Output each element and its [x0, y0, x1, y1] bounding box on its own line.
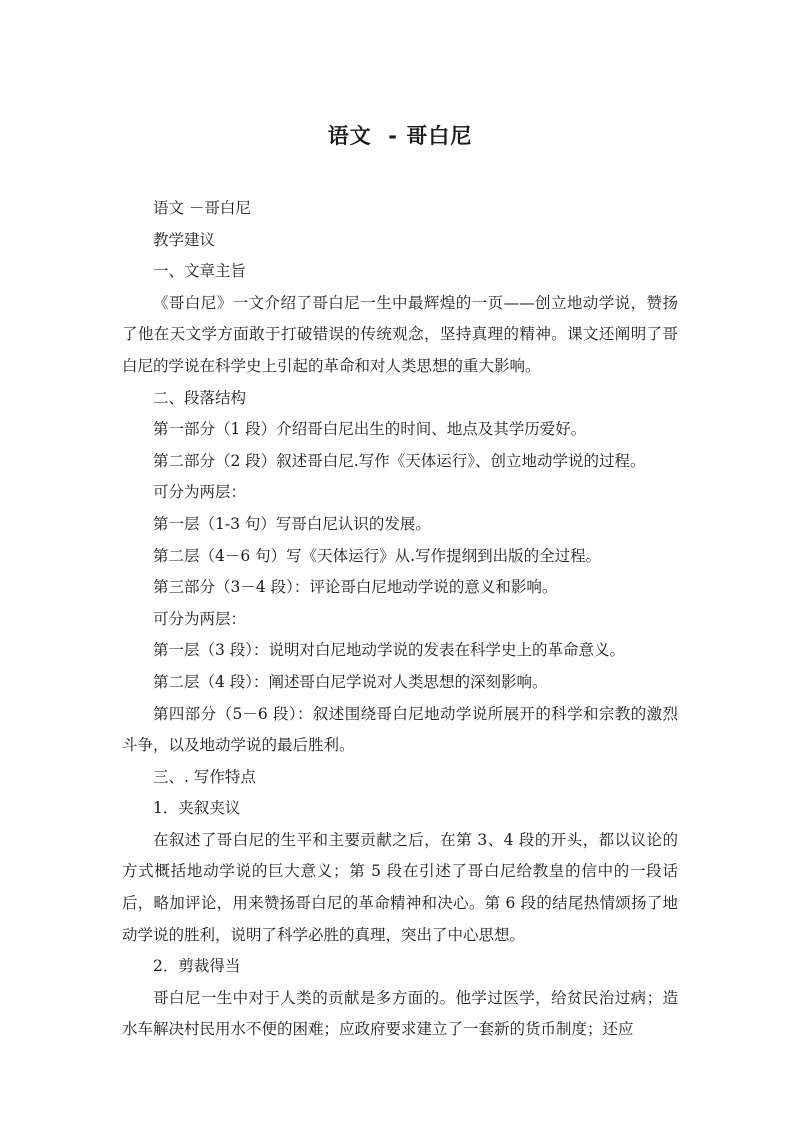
paragraph: 可分为两层： [153, 483, 247, 502]
paragraph: 第一层（3 段）：说明对白尼地动学说的发表在科学史上的革命意义。 [153, 641, 626, 660]
paragraph: 《哥白尼》一文介绍了哥白尼一生中最辉煌的一页——创立地动学说，赞扬了他在天文学方面敢于打破错误的传统观念，坚持真理的精神。课文还阐明了哥白尼的学说在科学史上引起的革命和对人类思想的重大影响。 [122, 293, 678, 375]
document-title: 语文 - 哥白尼 [327, 124, 473, 148]
paragraph: 教学建议 [153, 230, 216, 249]
paragraph: 第一层（1-3 句）写哥白尼认识的发展。 [153, 514, 431, 533]
paragraph: 第二部分（2 段）叙述哥白尼.写作《天体运行》、创立地动学说的过程。 [153, 451, 646, 470]
document-body [122, 193, 678, 1046]
subsection-heading: 2．剪裁得当 [153, 957, 241, 976]
section-heading: 一、文章主旨 [153, 262, 247, 281]
paragraph: 在叙述了哥白尼的生平和主要贡献之后，在第 3、4 段的开头，都以议论的方式概括地动学说的巨大意义；第 5 段在引述了哥白尼给教皇的信中的一段话后，略加评论，用来赞扬哥白尼的革命精神和决心。第 6 段的结尾热情颂扬了地动学说的胜利，说明了科学必胜的真理，突出了中心思想。 [122, 830, 678, 944]
subsection-heading: 1．夹叙夹议 [153, 799, 241, 818]
paragraph: 可分为两层： [153, 609, 247, 628]
section-heading: 三、. 写作特点 [153, 767, 256, 786]
paragraph: 语文 －哥白尼 [153, 199, 251, 217]
paragraph: 第一部分（1 段）介绍哥白尼出生的时间、地点及其学历爱好。 [153, 420, 587, 439]
paragraph: 第三部分（3－4 段）：评论哥白尼地动学说的意义和影响。 [153, 578, 558, 597]
paragraph: 第四部分（5－6 段）：叙述围绕哥白尼地动学说所展开的科学和宗教的激烈斗争，以及地动学说的最后胜利。 [122, 704, 678, 755]
paragraph: 第二层（4－6 句）写《天体运行》从.写作提纲到出版的全过程。 [153, 546, 602, 565]
section-heading: 二、段落结构 [153, 388, 247, 407]
paragraph: 第二层（4 段）：阐述哥白尼学说对人类思想的深刻影响。 [153, 672, 548, 691]
paragraph: 哥白尼一生中对于人类的贡献是多方面的。他学过医学，给贫民治过病；造水车解决村民用水不便的困难；应政府要求建立了一套新的货币制度；还应 [122, 988, 678, 1039]
